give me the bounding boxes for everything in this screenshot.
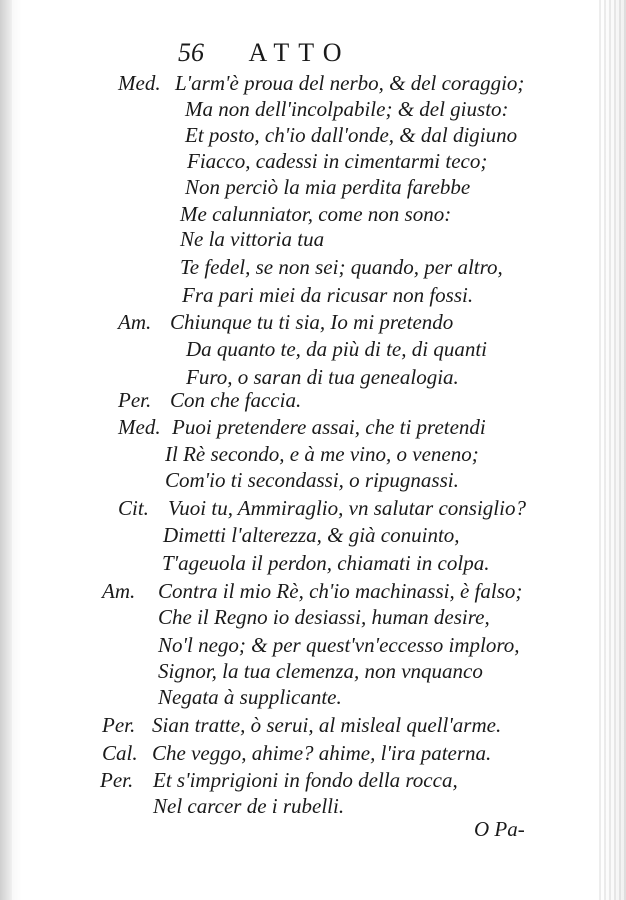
speaker-label: Am. — [118, 310, 152, 334]
verse-line: Signor, la tua clemenza, non vnquanco — [158, 659, 483, 683]
verse-line: Chiunque tu ti sia, Io mi pretendo — [170, 310, 454, 334]
verse-line: Nel carcer de i rubelli. — [153, 794, 345, 818]
speaker-label: Cal. — [102, 741, 138, 765]
verse-line: Con che faccia. — [170, 388, 302, 412]
verse-line: Te fedel, se non sei; quando, per altro, — [180, 255, 503, 279]
verse-line: No'l nego; & per quest'vn'eccesso imploro, — [158, 633, 520, 657]
verse-line: Et posto, ch'io dall'onde, & dal digiuno — [185, 123, 518, 147]
speaker-label: Am. — [102, 579, 136, 603]
verse-line: Dimetti l'alterezza, & già conuinto, — [163, 523, 460, 547]
verse-line: Fiacco, cadessi in cimentarmi teco; — [187, 149, 488, 173]
verse-line: Fra pari miei da ricusar non fossi. — [182, 283, 474, 307]
verse-line: Ne la vittoria tua — [180, 227, 325, 251]
speaker-label: Per. — [118, 388, 152, 412]
verse-line: Da quanto te, da più di te, di quanti — [186, 337, 487, 361]
verse-line: L'arm'è proua del nerbo, & del coraggio; — [175, 71, 525, 95]
speaker-label: Cit. — [118, 496, 149, 520]
speaker-label: Med. — [118, 415, 161, 439]
verse-line: Il Rè secondo, e à me vino, o veneno; — [165, 442, 479, 466]
verse-line: Puoi pretendere assai, che ti pretendi — [172, 415, 486, 439]
verse-line: Ma non dell'incolpabile; & del giusto: — [185, 97, 509, 121]
running-head: ATTO — [248, 38, 351, 67]
verse-line: Me calunniator, come non sono: — [180, 202, 452, 226]
verse-line: Furo, o saran di tua genealogia. — [186, 365, 459, 389]
speaker-label: Per. — [100, 768, 134, 792]
verse-line: Negata à supplicante. — [158, 685, 342, 709]
verse-line: Com'io ti secondassi, o ripugnassi. — [165, 468, 459, 492]
verse-line: Che veggo, ahime? ahime, l'ira paterna. — [152, 741, 492, 765]
verse-line: Non perciò la mia perdita farebbe — [185, 175, 471, 199]
verse-line: Che il Regno io desiassi, human desire, — [158, 605, 490, 629]
speaker-label: Per. — [102, 713, 136, 737]
speaker-label: Med. — [118, 71, 161, 95]
page-number: 56 — [178, 38, 204, 67]
verse-line: Sian tratte, ò serui, al misleal quell'arme. — [152, 713, 502, 737]
verse-line: T'ageuola il perdon, chiamati in colpa. — [162, 551, 490, 575]
verse-line: Contra il mio Rè, ch'io machinassi, è falso; — [158, 579, 523, 603]
catchword: O Pa- — [474, 817, 525, 841]
verse-line: Et s'imprigioni in fondo della rocca, — [153, 768, 458, 792]
verse-line: Vuoi tu, Ammiraglio, vn salutar consiglio? — [168, 496, 526, 520]
